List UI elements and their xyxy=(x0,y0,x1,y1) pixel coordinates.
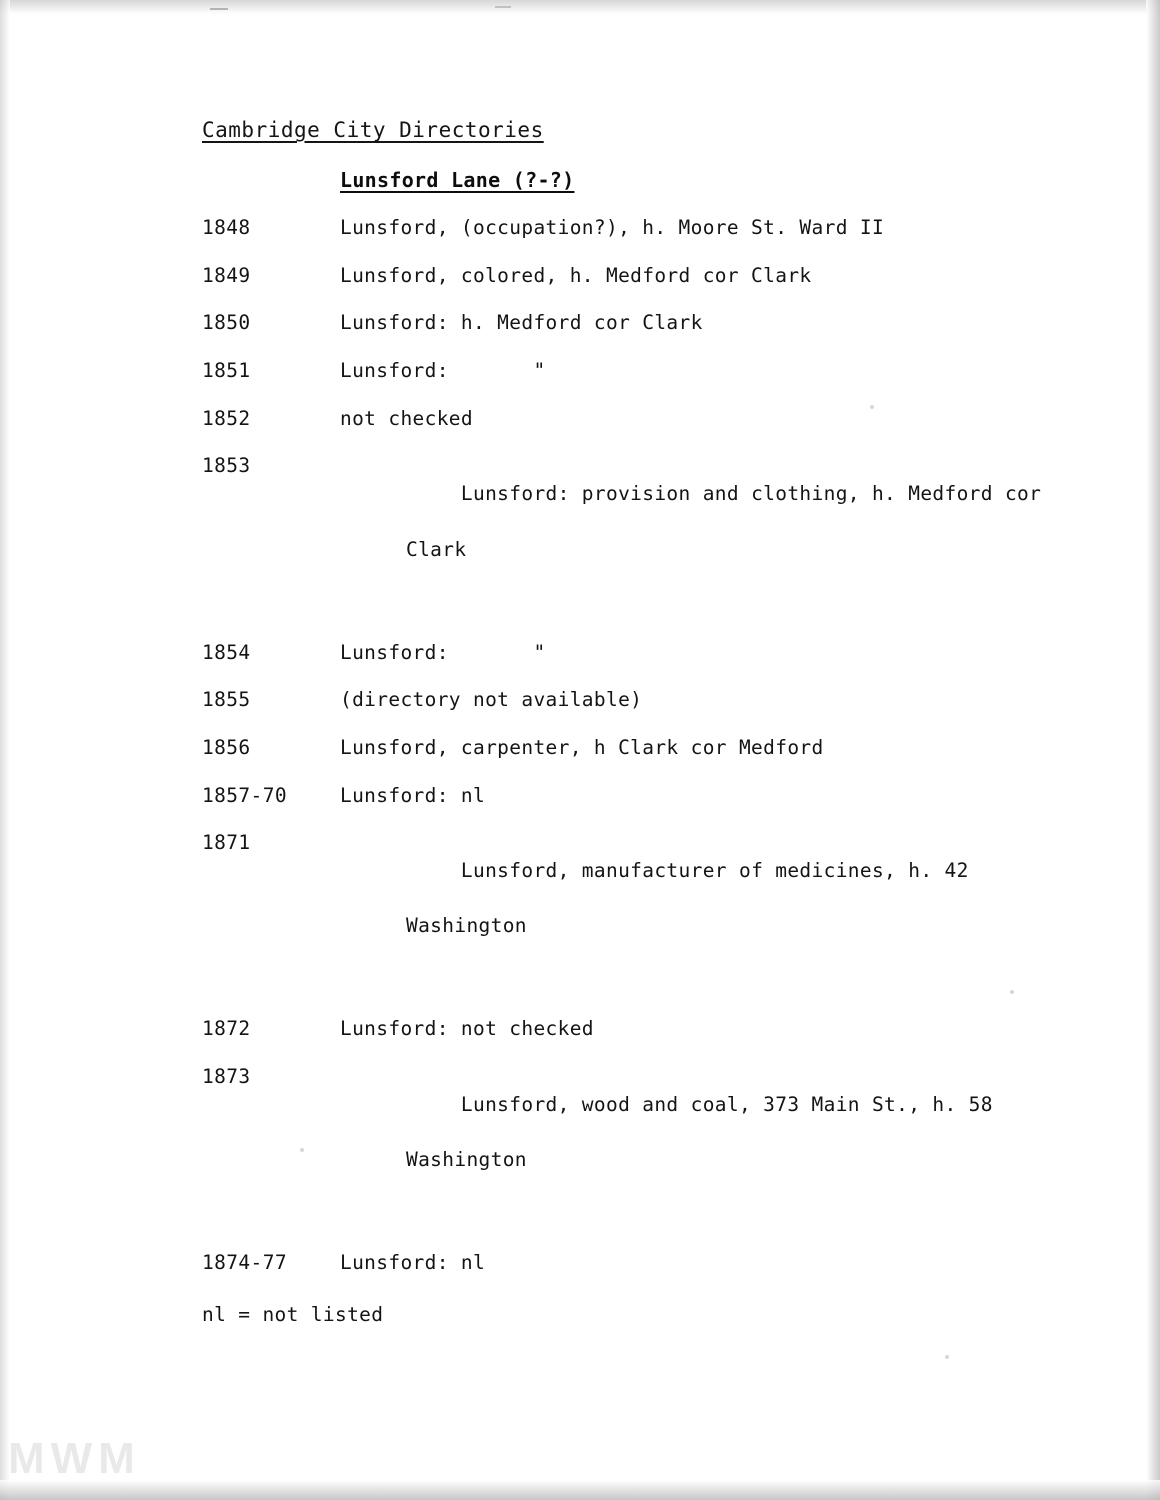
entry-text-line: Lunsford: h. Medford cor Clark xyxy=(340,311,703,335)
entry-text-line: Lunsford, colored, h. Medford cor Clark xyxy=(340,263,812,287)
entry-text-continuation: Washington xyxy=(406,1148,527,1172)
section-heading: Lunsford Lane (?-?) xyxy=(340,168,575,192)
page-edge-shadow-right xyxy=(1146,0,1160,1500)
entry-text-line: Lunsford, carpenter, h Clark cor Medford xyxy=(340,735,824,759)
entry-text-line: Lunsford: " xyxy=(340,359,546,383)
list-item xyxy=(202,452,1062,618)
entry-year: 1855 xyxy=(202,688,251,712)
directory-entry-list xyxy=(202,214,1062,1277)
entry-text xyxy=(340,639,1062,667)
legend-note: nl = not listed xyxy=(202,1302,384,1326)
entry-text xyxy=(340,214,1062,242)
scan-artifact-mark xyxy=(495,6,511,8)
scan-artifact-mark xyxy=(210,8,228,10)
entry-text xyxy=(340,357,1062,385)
scan-watermark: MWM xyxy=(8,1434,141,1483)
entry-text-line: Lunsford: nl xyxy=(340,1251,486,1275)
page-title: Cambridge City Directories xyxy=(202,118,544,142)
entry-text xyxy=(340,1249,1062,1277)
list-item xyxy=(202,686,1062,714)
entry-year: 1856 xyxy=(202,735,251,759)
entry-year: 1853 xyxy=(202,454,251,478)
entry-text-line: Lunsford: " xyxy=(340,640,546,664)
entry-year: 1874-77 xyxy=(202,1251,287,1275)
list-item xyxy=(202,639,1062,667)
list-item xyxy=(202,1015,1062,1043)
entry-year: 1848 xyxy=(202,216,251,239)
list-item xyxy=(202,829,1062,995)
entry-year: 1871 xyxy=(202,831,251,855)
entry-text xyxy=(340,309,1062,337)
entry-year: 1852 xyxy=(202,406,251,430)
entry-text xyxy=(340,405,1062,433)
scan-speck xyxy=(945,1355,949,1359)
entry-text xyxy=(340,734,1062,762)
entry-text-continuation: Washington xyxy=(406,914,527,938)
entry-year: 1873 xyxy=(202,1065,251,1089)
entry-text xyxy=(340,686,1062,714)
entry-text-line: Lunsford, manufacturer of medicines, h. 42 xyxy=(460,859,969,882)
list-item xyxy=(202,357,1062,385)
entry-text xyxy=(340,1063,1062,1229)
entry-text-continuation: Clark xyxy=(406,537,467,561)
entry-text-line: Lunsford, (occupation?), h. Moore St. Ward II xyxy=(340,216,885,239)
entry-text-line: (directory not available) xyxy=(340,688,643,712)
entry-text xyxy=(340,452,1062,618)
list-item xyxy=(202,1249,1062,1277)
entry-text xyxy=(340,262,1062,290)
list-item xyxy=(202,309,1062,337)
entry-text xyxy=(340,1015,1062,1043)
page-edge-shadow-top xyxy=(0,0,1160,14)
entry-year: 1850 xyxy=(202,311,251,335)
entry-text-line: not checked xyxy=(340,406,473,430)
entry-text-line: Lunsford, wood and coal, 373 Main St., h. 58 xyxy=(460,1092,993,1116)
list-item xyxy=(202,214,1062,242)
entry-year: 1857-70 xyxy=(202,783,287,807)
list-item xyxy=(202,782,1062,810)
list-item xyxy=(202,405,1062,433)
list-item xyxy=(202,1063,1062,1229)
entry-year: 1872 xyxy=(202,1017,251,1041)
page-edge-shadow-left xyxy=(0,0,10,1500)
entry-text-line: Lunsford: nl xyxy=(340,783,486,807)
document-body xyxy=(202,118,1062,1326)
list-item xyxy=(202,734,1062,762)
entry-text xyxy=(340,829,1062,995)
entry-text-line: Lunsford: not checked xyxy=(340,1017,594,1041)
entry-text-line: Lunsford: provision and clothing, h. Medford cor xyxy=(460,482,1042,506)
entry-year: 1854 xyxy=(202,640,251,664)
entry-text xyxy=(340,782,1062,810)
list-item xyxy=(202,262,1062,290)
entry-year: 1851 xyxy=(202,359,251,383)
entry-year: 1849 xyxy=(202,263,251,287)
